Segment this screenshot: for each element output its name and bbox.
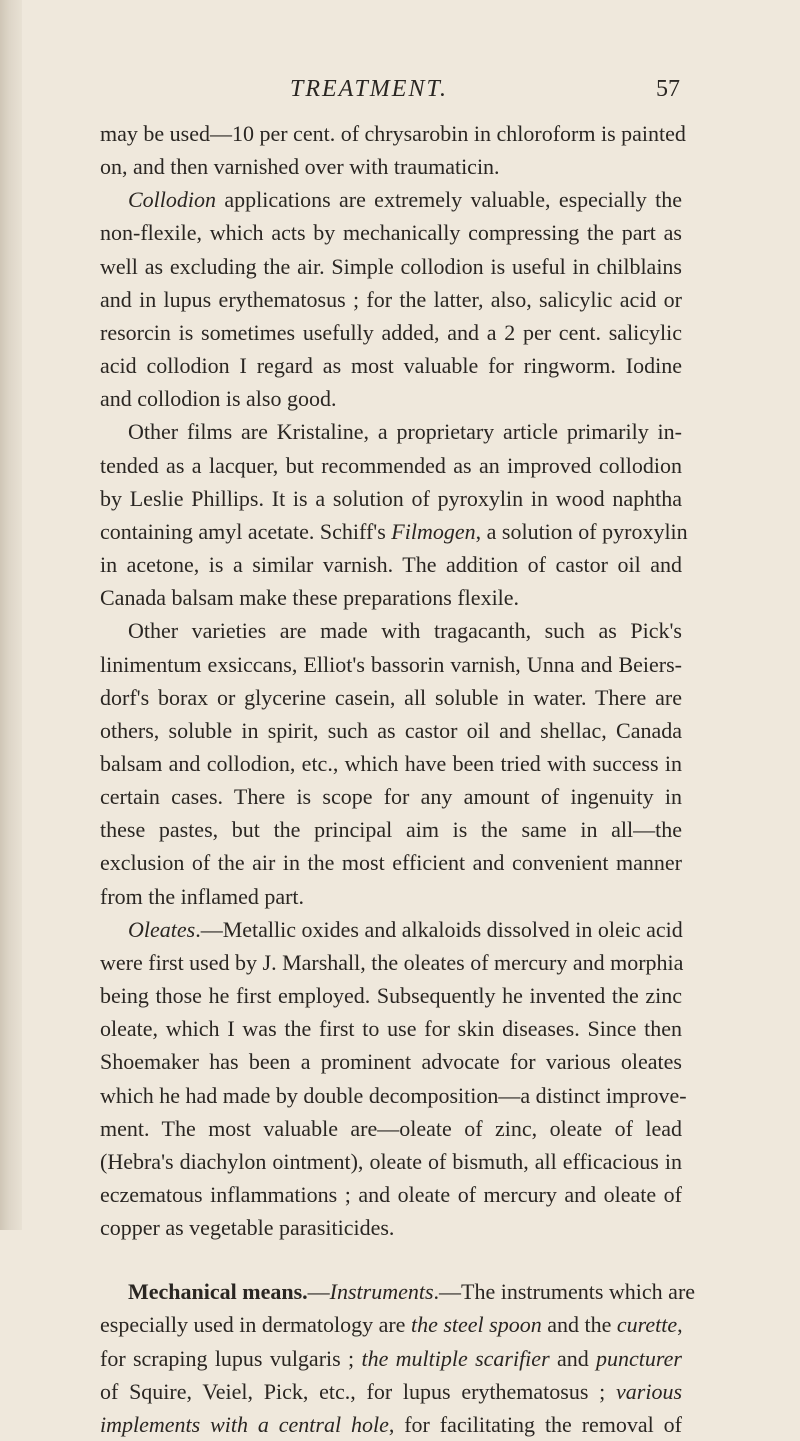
text-line bbox=[100, 548, 682, 581]
text-run: certain cases. There is scope for any amount of ingenuity in bbox=[100, 784, 682, 810]
text-run: copper as vegetable parasiticides. bbox=[100, 1215, 395, 1241]
text-line bbox=[100, 515, 688, 548]
text-run: especially used in dermatology are bbox=[100, 1312, 411, 1338]
text-run: of Squire, Veiel, Pick, etc., for lupus erythematosus ; bbox=[100, 1378, 616, 1404]
text-run: were first used by J. Marshall, the oleates of mercury and morphia bbox=[100, 949, 684, 975]
italic-run: curette bbox=[616, 1312, 678, 1338]
text-line bbox=[100, 979, 682, 1012]
text-run: exclusion of the air in the most efficient and convenient manner bbox=[100, 850, 682, 876]
body-text bbox=[100, 117, 696, 1441]
page-number: 57 bbox=[656, 76, 680, 102]
running-title: TREATMENT. bbox=[290, 76, 449, 102]
text-line bbox=[100, 449, 682, 482]
text-line bbox=[100, 1178, 682, 1211]
page-header bbox=[100, 76, 680, 112]
text-line bbox=[100, 1211, 682, 1244]
section-gap bbox=[100, 1244, 682, 1275]
italic-run: implements with a central hole bbox=[100, 1411, 389, 1437]
text-line bbox=[100, 681, 682, 714]
text-run: acid collodion I regard as most valuable for ringworm. Iodine bbox=[100, 353, 682, 379]
text-run: from the inflamed part. bbox=[100, 883, 305, 909]
text-line bbox=[100, 946, 682, 979]
text-line bbox=[100, 581, 682, 614]
text-run: eczematous inflammations ; and oleate of mercury and oleate of bbox=[100, 1182, 682, 1207]
text-run: , a solution of pyroxylin bbox=[475, 518, 688, 544]
text-run: may be used—10 per cent. of chrysarobin in chloroform is painted bbox=[100, 121, 686, 146]
text-line bbox=[100, 349, 682, 382]
text-run: linimentum exsiccans, Elliot's bassorin varnish, Unna and Beiers- bbox=[100, 651, 682, 677]
text-line bbox=[100, 117, 686, 150]
italic-run: puncturer bbox=[596, 1345, 682, 1371]
text-line bbox=[100, 482, 682, 515]
text-line bbox=[100, 648, 682, 681]
text-line bbox=[100, 913, 682, 946]
text-run: balsam and collodion, etc., which have been tried with success in bbox=[100, 750, 682, 776]
italic-run: Filmogen bbox=[391, 518, 476, 544]
text-line bbox=[100, 150, 682, 183]
text-run: by Leslie Phillips. It is a solution of pyroxylin in wood naphtha bbox=[100, 485, 682, 511]
text-run: others, soluble in spirit, such as castor oil and shellac, Canada bbox=[100, 717, 682, 743]
text-line bbox=[100, 813, 682, 846]
italic-run: Oleates bbox=[128, 916, 196, 942]
text-run: being those he first employed. Subsequently he invented the zinc bbox=[100, 983, 682, 1009]
text-line bbox=[100, 747, 682, 780]
text-run: , bbox=[677, 1312, 683, 1338]
text-run: .—The instruments which are bbox=[433, 1279, 696, 1305]
text-run: and collodion is also good. bbox=[100, 386, 337, 412]
text-run: Other varieties are made with tragacanth, such as Pick's bbox=[128, 618, 682, 644]
text-run: resorcin is sometimes usefully added, and a 2 per cent. salicylic bbox=[100, 319, 682, 345]
text-run: and the bbox=[541, 1312, 617, 1338]
text-run: which he had made by double decomposition—a distinct improve- bbox=[100, 1082, 687, 1108]
text-line bbox=[100, 780, 682, 813]
text-run: — bbox=[307, 1279, 330, 1305]
text-line bbox=[100, 1275, 696, 1308]
text-run: (Hebra's diachylon ointment), oleate of bismuth, all efficacious in bbox=[100, 1148, 682, 1174]
text-run: Shoemaker has been a prominent advocate for various oleates bbox=[100, 1049, 682, 1075]
text-run: ment. The most valuable are—oleate of zinc, oleate of lead bbox=[100, 1115, 682, 1141]
text-line bbox=[100, 1308, 682, 1341]
italic-run: Instruments bbox=[329, 1279, 434, 1305]
text-line bbox=[100, 283, 682, 316]
bold-run: Mechanical means. bbox=[128, 1279, 308, 1305]
text-line bbox=[100, 1079, 687, 1112]
text-run: Other films are Kristaline, a proprietary article primarily in- bbox=[128, 419, 682, 445]
text-run: for scraping lupus vulgaris ; bbox=[100, 1345, 362, 1371]
text-run: well as excluding the air. Simple collodion is useful in chilblains bbox=[100, 253, 682, 279]
text-line bbox=[100, 1342, 682, 1375]
italic-run: Collodion bbox=[128, 187, 217, 213]
text-run: oleate, which I was the first to use for skin diseases. Since then bbox=[100, 1016, 682, 1042]
text-line bbox=[100, 846, 682, 879]
text-run: , for facilitating the removal of bbox=[388, 1411, 683, 1437]
text-line bbox=[100, 714, 682, 747]
text-line bbox=[100, 316, 682, 349]
italic-run: the steel spoon bbox=[410, 1312, 542, 1338]
text-run: tended as a lacquer, but recommended as an improved collodion bbox=[100, 452, 682, 478]
text-line bbox=[100, 1408, 682, 1441]
text-line bbox=[100, 216, 682, 249]
text-run: .—Metallic oxides and alkaloids dissolved in oleic acid bbox=[195, 916, 683, 942]
italic-run: various bbox=[616, 1378, 682, 1404]
text-line bbox=[100, 614, 682, 647]
text-run: and bbox=[549, 1345, 597, 1371]
text-line bbox=[100, 1012, 682, 1045]
text-line bbox=[100, 183, 682, 216]
text-line bbox=[100, 250, 682, 283]
text-run: containing amyl acetate. Schiff's bbox=[100, 518, 392, 544]
text-line bbox=[100, 1375, 682, 1408]
book-spine-shadow bbox=[0, 0, 22, 1230]
text-run: these pastes, but the principal aim is the same in all—the bbox=[100, 817, 682, 843]
text-line bbox=[100, 880, 682, 913]
text-line bbox=[100, 382, 682, 415]
text-run: dorf's borax or glycerine casein, all soluble in water. There are bbox=[100, 684, 682, 710]
text-line bbox=[100, 1045, 682, 1078]
text-run: in acetone, is a similar varnish. The addition of castor oil and bbox=[100, 552, 682, 578]
text-run: applications are extremely valuable, especially the bbox=[216, 187, 682, 213]
text-run: non-flexile, which acts by mechanically compressing the part as bbox=[100, 220, 682, 246]
text-line bbox=[100, 1145, 682, 1178]
text-run: Canada balsam make these preparations flexile. bbox=[100, 585, 520, 611]
text-line bbox=[100, 415, 682, 448]
text-run: on, and then varnished over with traumaticin. bbox=[100, 154, 500, 180]
text-run: and in lupus erythematosus ; for the latter, also, salicylic acid or bbox=[100, 286, 682, 312]
text-line bbox=[100, 1112, 682, 1145]
italic-run: the multiple scarifier bbox=[361, 1345, 550, 1371]
